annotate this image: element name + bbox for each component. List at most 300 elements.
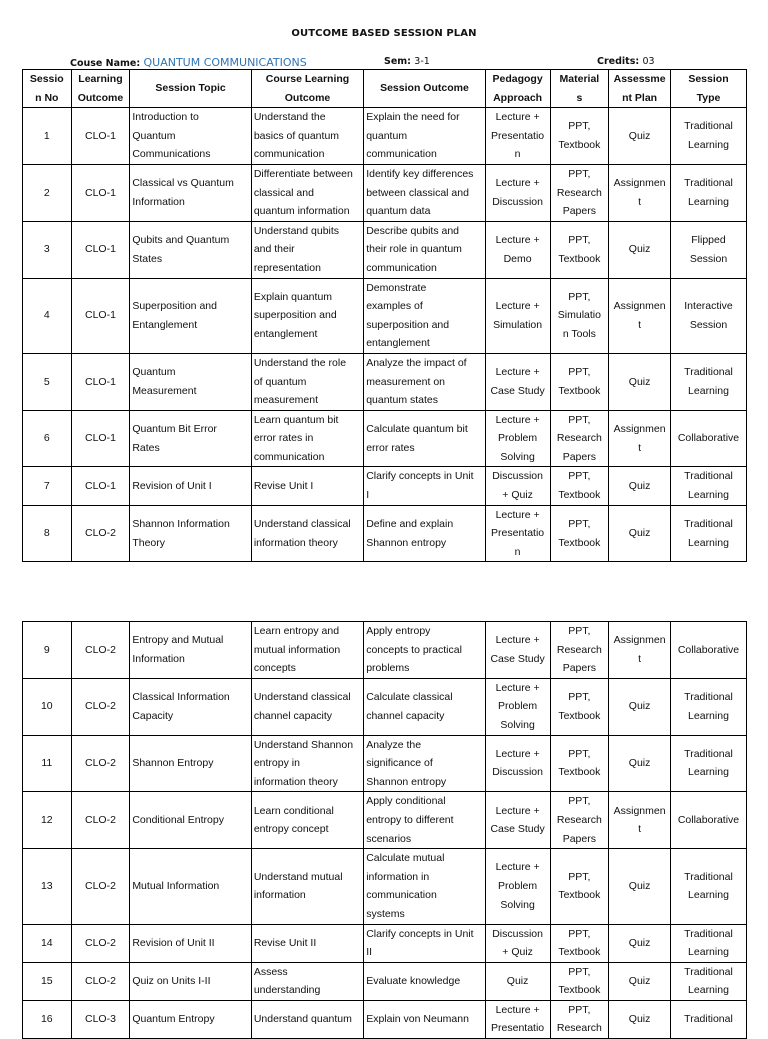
header-course-learning-outcome [251,70,363,108]
cell-line: and their [253,243,295,256]
cell-learning-outcome: CLO-1 [71,278,130,353]
cell-session-no: 9 [23,622,72,679]
cell-line: Revision of Unit I [132,479,212,492]
cell-line: Traditional [684,965,733,978]
cell-line: Demonstrate [366,281,427,294]
table-row [23,1000,747,1038]
cell-line: Rates [132,441,160,454]
cell-line: Traditional [684,120,733,133]
cell-assessment [609,353,671,410]
cell-line: Shannon entropy [366,775,447,788]
cell-materials [550,924,609,962]
cell-line: Traditional [684,470,733,483]
cell-line: Research [556,813,602,826]
cell-materials [550,278,609,353]
cell-line: Simulation [493,318,543,331]
cell-materials [550,678,609,735]
cell-course-learning-outcome [251,622,363,679]
cell-assessment [609,735,671,792]
cell-line: States [132,252,163,265]
header-learning-outcome [71,70,130,108]
cell-course-learning-outcome [251,410,363,467]
cell-materials [550,410,609,467]
cell-line: Collaborative [677,813,740,826]
cell-line: Traditional [684,366,733,379]
cell-line: Understand Shannon [253,738,354,751]
cell-learning-outcome: CLO-2 [71,622,130,679]
cell-line: Research [556,432,602,445]
cell-line: Textbook [558,489,601,502]
cell-line: Communications [132,148,211,161]
cell-line: Shannon entropy [366,536,447,549]
cell-line: Learning [688,984,729,997]
cell-session-topic [130,221,252,278]
header-line: Learning [78,73,123,85]
cell-line: measurement [253,394,319,407]
header-line: Sessio [29,73,64,85]
table-row [23,505,747,562]
cell-pedagogy [485,410,550,467]
cell-line: Traditional [684,870,733,883]
cell-line: Understand classical [253,517,351,530]
cell-line: significance of [366,757,433,770]
cell-line: Entanglement [132,318,198,331]
cell-session-topic [130,849,252,924]
cell-line: Calculate mutual [366,852,445,865]
cell-line: Learning [688,889,729,902]
cell-session-outcome [364,505,486,562]
cell-line: Define and explain [366,517,454,530]
cell-line: Quantum [132,366,176,379]
cell-line: Solving [500,898,535,911]
cell-session-type [670,278,746,353]
cell-line: Interactive [684,300,733,313]
cell-session-no: 5 [23,353,72,410]
cell-session-no: 4 [23,278,72,353]
cell-line: Quiz [628,479,651,492]
header-line: Approach [493,91,543,104]
cell-session-type [670,678,746,735]
cell-line: Quiz [628,1013,651,1026]
cell-line: Lecture + [495,177,540,190]
cell-line: quantum information [253,205,350,218]
cell-session-no: 1 [23,108,72,165]
cell-line: PPT, [568,1003,591,1016]
cell-line: Lecture + [495,1003,540,1016]
cell-line: Assess [253,965,288,978]
cell-line: Discussion [492,766,543,779]
header-line: nt Plan [622,91,658,104]
cell-line: Shannon Information [132,517,230,530]
table-row [23,353,747,410]
cell-pedagogy [485,108,550,165]
header-session-no [23,70,72,108]
cell-line: Learning [688,195,729,208]
header-line: Assessme [613,73,666,85]
cell-assessment [609,849,671,924]
cell-session-outcome [364,849,486,924]
cell-line: Collaborative [677,643,740,656]
table-row [23,962,747,1000]
cell-line: Flipped [691,234,726,247]
cell-line: PPT, [568,870,591,883]
cell-line: entropy in [253,757,300,770]
cell-line: + Quiz [502,946,533,959]
cell-line: Quiz [628,757,651,770]
cell-session-type [670,164,746,221]
cell-pedagogy [485,505,550,562]
semester-field [384,56,430,67]
header-line: Outcome [77,91,124,104]
cell-line: measurement on [366,375,445,388]
cell-line: Lecture + [495,366,540,379]
cell-learning-outcome: CLO-2 [71,962,130,1000]
cell-course-learning-outcome [251,678,363,735]
cell-line: between classical and [366,186,469,199]
cell-line: Quiz on Units I-II [132,974,211,987]
cell-line: Traditional [684,517,733,530]
cell-line: PPT, [568,413,591,426]
cell-session-type [670,108,746,165]
cell-line: PPT, [568,691,591,704]
table-row [23,278,747,353]
cell-line: Classical vs Quantum [132,177,234,190]
cell-line: Learning [688,536,729,549]
cell-line: Problem [498,700,538,713]
cell-materials [550,108,609,165]
cell-assessment [609,505,671,562]
header-pedagogy-approach [485,70,550,108]
cell-line: Case Study [490,823,545,836]
cell-line: n Tools [562,328,596,341]
cell-pedagogy [485,849,550,924]
course-name-field [70,56,307,69]
cell-assessment [609,278,671,353]
header-line: Session [688,73,729,85]
cell-line: Solving [500,718,535,731]
cell-assessment [609,108,671,165]
cell-materials [550,467,609,505]
cell-line: Quiz [628,129,651,142]
header-session-topic [130,70,252,108]
cell-line: + Quiz [502,489,533,502]
cell-line: Assignmen [613,177,666,190]
cell-session-outcome [364,278,486,353]
credits-value: 03 [642,56,655,67]
cell-course-learning-outcome [251,1000,363,1038]
cell-learning-outcome: CLO-1 [71,410,130,467]
cell-pedagogy [485,622,550,679]
cell-line: Identify key differences [366,167,474,180]
cell-assessment [609,410,671,467]
cell-materials [550,849,609,924]
cell-session-type [670,622,746,679]
cell-session-no: 12 [23,792,72,849]
cell-materials [550,353,609,410]
cell-line: PPT, [568,927,591,940]
cell-line: Learn entropy and [253,625,340,637]
cell-materials [550,735,609,792]
cell-line: Calculate quantum bit [366,422,468,435]
cell-session-outcome [364,221,486,278]
cell-course-learning-outcome [251,962,363,1000]
cell-session-no: 3 [23,221,72,278]
credits-label: Credits: [597,56,640,67]
cell-line: Learning [688,489,729,502]
table-row [23,792,747,849]
cell-line: Differentiate between [253,167,353,180]
table-row [23,735,747,792]
cell-session-outcome [364,164,486,221]
cell-line: Traditional [684,747,733,760]
cell-line: Session [689,252,728,265]
cell-session-outcome [364,924,486,962]
cell-line: superposition and [253,309,337,322]
cell-line: Lecture + [495,804,540,817]
cell-learning-outcome: CLO-1 [71,221,130,278]
cell-session-no: 10 [23,678,72,735]
cell-line: Research [556,643,602,656]
cell-line: Papers [562,205,596,218]
cell-line: classical and [253,186,314,199]
cell-line: Presentatio [491,129,545,142]
cell-learning-outcome: CLO-1 [71,353,130,410]
cell-line: information theory [253,775,338,788]
cell-line: Understand quantum [253,1013,352,1026]
cell-line: Evaluate knowledge [366,974,461,987]
cell-line: n [514,148,521,161]
cell-line: Quantum Entropy [132,1013,215,1026]
cell-line: basics of quantum [253,129,340,142]
cell-session-topic [130,410,252,467]
cell-session-topic [130,353,252,410]
cell-assessment [609,1000,671,1038]
cell-course-learning-outcome [251,221,363,278]
course-name-value: QUANTUM COMMUNICATIONS [143,56,307,69]
cell-session-type [670,353,746,410]
cell-line: entropy concept [253,823,329,836]
cell-line: quantum [366,129,408,142]
cell-line: Quiz [628,880,651,893]
cell-line: Revision of Unit II [132,936,215,949]
cell-line: Describe qubits and [366,224,460,237]
cell-line: communication [366,148,437,161]
cell-line: scenarios [366,832,412,845]
cell-line: Quantum Bit Error [132,422,217,435]
table-row [23,622,747,679]
cell-line: Textbook [558,946,601,959]
cell-pedagogy [485,1000,550,1038]
cell-session-outcome [364,622,486,679]
cell-line: problems [366,662,410,675]
header-line: Session Outcome [380,82,469,95]
cell-line: t [638,823,642,836]
header-line: s [576,91,583,104]
cell-line: Case Study [490,652,545,665]
cell-line: Lecture + [495,508,540,521]
cell-line: Traditional [684,691,733,704]
cell-line: Lecture + [495,747,540,760]
cell-line: Quiz [628,375,651,388]
cell-line: Lecture + [495,234,540,247]
cell-assessment [609,467,671,505]
cell-line: II [366,946,373,959]
cell-line: Explain von Neumann [366,1013,469,1026]
cell-line: Understand the [253,111,326,124]
cell-line: Assignmen [613,422,666,435]
cell-line: communication [366,261,437,274]
cell-pedagogy [485,792,550,849]
cell-session-type [670,505,746,562]
semester-value: 3-1 [414,56,430,67]
cell-session-topic [130,962,252,1000]
cell-session-topic [130,792,252,849]
cell-line: Entropy and Mutual [132,634,224,647]
cell-line: entropy to different [366,813,454,826]
cell-line: representation [253,261,321,274]
cell-line: mutual information [253,643,341,656]
cell-session-type [670,962,746,1000]
cell-line: t [638,318,642,331]
cell-session-type [670,735,746,792]
cell-line: channel capacity [253,709,333,722]
table-header-row [23,70,747,108]
cell-line: entanglement [366,337,430,350]
cell-line: channel capacity [366,709,445,722]
cell-session-outcome [364,467,486,505]
cell-line: PPT, [568,366,591,379]
session-plan-table-page-1 [22,69,747,562]
cell-pedagogy [485,962,550,1000]
cell-line: Textbook [558,384,601,397]
cell-line: PPT, [568,747,591,760]
cell-line: Traditional [684,927,733,940]
cell-session-type [670,467,746,505]
cell-line: Presentatio [491,527,545,540]
cell-pedagogy [485,164,550,221]
cell-pedagogy [485,924,550,962]
cell-session-no: 2 [23,164,72,221]
header-session-type [670,70,746,108]
cell-line: PPT, [568,795,591,808]
cell-line: superposition and [366,318,450,331]
cell-line: Solving [500,450,535,463]
cell-line: Explain the need for [366,111,460,124]
cell-pedagogy [485,467,550,505]
cell-line: Papers [562,662,596,675]
cell-line: Introduction to [132,111,199,124]
cell-line: Lecture + [495,681,540,694]
cell-learning-outcome: CLO-1 [71,164,130,221]
header-line: Outcome [284,91,331,104]
cell-line: Quiz [628,936,651,949]
cell-line: Case Study [490,384,545,397]
cell-line: quantum states [366,394,438,407]
cell-line: Explain quantum [253,290,333,303]
cell-line: Collaborative [677,432,740,445]
cell-session-outcome [364,678,486,735]
cell-session-outcome [364,108,486,165]
cell-line: Understand the role [253,356,347,369]
cell-line: Measurement [132,384,197,397]
cell-assessment [609,792,671,849]
semester-label: Sem: [384,56,411,67]
cell-line: their role in quantum [366,243,462,256]
cell-line: Textbook [558,536,601,549]
cell-line: Understand qubits [253,224,340,237]
cell-line: Clarify concepts in Unit [366,470,474,483]
cell-session-no: 11 [23,735,72,792]
cell-line: entanglement [253,328,318,341]
cell-course-learning-outcome [251,278,363,353]
cell-line: Analyze the impact of [366,356,467,369]
cell-assessment [609,924,671,962]
cell-line: I [366,489,370,502]
cell-learning-outcome: CLO-2 [71,505,130,562]
cell-line: n [514,545,521,558]
cell-line: of quantum [253,375,307,388]
cell-session-no: 7 [23,467,72,505]
cell-line: Lecture + [495,861,540,874]
cell-learning-outcome: CLO-2 [71,849,130,924]
cell-line: Mutual Information [132,880,220,893]
cell-materials [550,962,609,1000]
cell-session-topic [130,467,252,505]
table-row [23,108,747,165]
cell-materials [550,505,609,562]
cell-learning-outcome: CLO-2 [71,924,130,962]
header-line: Type [696,91,721,104]
cell-line: t [638,441,642,454]
cell-session-topic [130,278,252,353]
cell-line: Problem [498,880,538,893]
cell-course-learning-outcome [251,467,363,505]
header-line: Session Topic [155,82,226,95]
cell-materials [550,164,609,221]
cell-line: communication [366,889,437,902]
document-title: OUTCOME BASED SESSION PLAN [291,28,477,39]
cell-session-no: 16 [23,1000,72,1038]
cell-line: communication [253,148,325,161]
cell-line: concepts to practical [366,643,462,656]
cell-pedagogy [485,278,550,353]
cell-line: Discussion [492,470,543,483]
cell-session-topic [130,735,252,792]
table-row [23,164,747,221]
cell-line: Textbook [558,766,601,779]
cell-session-topic [130,505,252,562]
cell-session-type [670,849,746,924]
cell-line: information [253,889,306,902]
cell-course-learning-outcome [251,792,363,849]
cell-session-no: 6 [23,410,72,467]
cell-materials [550,792,609,849]
header-line: n No [35,91,59,104]
table-row [23,410,747,467]
cell-learning-outcome: CLO-2 [71,678,130,735]
credits-field [597,56,655,67]
header-materials [550,70,609,108]
header-line: Material [559,73,600,85]
cell-line: Research [556,1022,602,1035]
cell-session-no: 13 [23,849,72,924]
cell-line: Assignmen [613,634,666,647]
table-row [23,467,747,505]
cell-line: Theory [132,536,165,549]
cell-line: Quiz [628,243,651,256]
cell-learning-outcome: CLO-1 [71,108,130,165]
cell-line: Learning [688,384,729,397]
